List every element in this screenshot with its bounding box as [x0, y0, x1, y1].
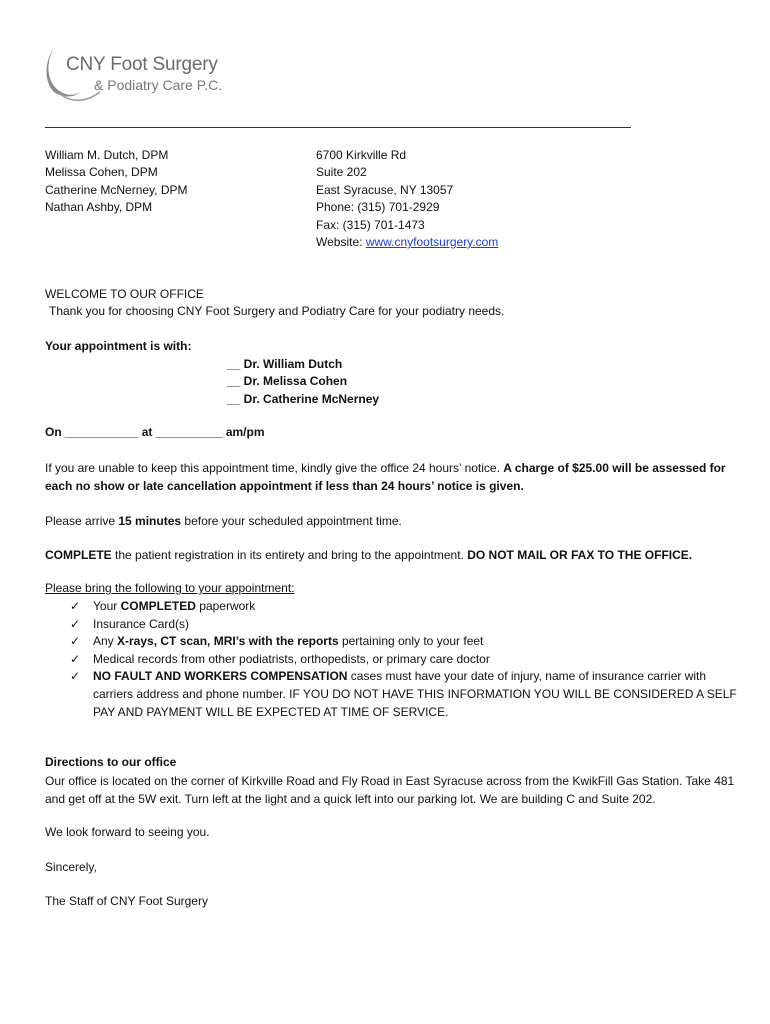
checkmark-icon: ✓: [70, 669, 81, 684]
item-text: pertaining only to your feet: [338, 634, 484, 649]
practice-logo: [44, 44, 234, 122]
cancellation-text: If you are unable to keep this appointment time, kindly give the office 24 hours’ notice.: [45, 461, 504, 475]
welcome-heading: WELCOME TO OUR OFFICE: [45, 287, 204, 301]
doctor-name: Melissa Cohen, DPM: [45, 165, 158, 180]
item-text: paperwork: [195, 599, 256, 613]
logo-subtitle: & Podiatry Care P.C.: [94, 77, 223, 93]
address-website: [316, 234, 498, 251]
cancellation-policy: [45, 459, 745, 495]
welcome-section: [45, 286, 504, 321]
checkmark-icon: ✓: [70, 634, 81, 649]
item-bold: COMPLETED: [120, 599, 196, 613]
website-label: Website:: [316, 235, 366, 250]
address-phone: Phone: (315) 701-2929: [316, 200, 440, 215]
doctor-option[interactable]: __ Dr. William Dutch: [227, 357, 343, 371]
address-fax: Fax: (315) 701-1473: [316, 217, 425, 232]
address-suite: Suite 202: [316, 165, 367, 180]
doctor-options: [227, 356, 379, 408]
closing-signature: The Staff of CNY Foot Surgery: [45, 894, 208, 908]
doctor-option[interactable]: __ Dr. Catherine McNerney: [227, 391, 380, 406]
doctor-list: [45, 147, 188, 217]
arrive-pre: Please arrive: [45, 514, 119, 528]
address-street: 6700 Kirkville Rd: [316, 148, 407, 162]
arrive-post: before your scheduled appointment time.: [181, 514, 402, 528]
item-bold: NO FAULT AND WORKERS COMPENSATION: [93, 669, 348, 684]
closing-forward: We look forward to seeing you.: [45, 825, 210, 839]
item-text: Insurance Card(s): [93, 616, 190, 631]
logo-title: CNY Foot Surgery: [66, 54, 218, 75]
website-link[interactable]: www.cnyfootsurgery.com: [365, 235, 499, 250]
list-item: [70, 633, 740, 651]
arrival-instruction: [45, 512, 745, 530]
directions-heading: Directions to our office: [45, 755, 177, 769]
item-text: Any: [93, 634, 118, 649]
item-text: Medical records from other podiatrists, orthopedists, or primary care doctor: [93, 651, 490, 666]
complete-word: COMPLETE: [45, 548, 112, 562]
list-item: [70, 651, 740, 669]
closing-sincerely: Sincerely,: [45, 860, 97, 874]
registration-instruction: [45, 546, 745, 564]
appointment-label: Your appointment is with:: [45, 339, 192, 353]
doctor-name: Catherine McNerney, DPM: [45, 182, 188, 197]
cancellation-charge: A charge of $25.00 will be assessed for each no show or late cancellation appointment if less than 24 hours’ notice is given.: [45, 461, 726, 493]
checkmark-icon: ✓: [70, 651, 81, 666]
appointment-date-time-line[interactable]: On ___________ at __________ am/pm: [45, 425, 265, 439]
checkmark-icon: ✓: [70, 616, 81, 631]
directions-text: Our office is located on the corner of Kirkville Road and Fly Road in East Syracuse across from the KwikFill Gas Station. Take 481 and get off at the 5W exit. Turn left at the light and a quick left into our parking lot. We are building C and Suite 202.: [45, 774, 735, 806]
header-divider: [45, 127, 631, 128]
checkmark-icon: ✓: [70, 599, 81, 613]
doctor-option[interactable]: __ Dr. Melissa Cohen: [227, 374, 348, 389]
welcome-thanks: Thank you for choosing CNY Foot Surgery and Podiatry Care for your podiatry needs.: [49, 304, 505, 319]
do-not-mail-warning: DO NOT MAIL OR FAX TO THE OFFICE.: [467, 548, 693, 562]
doctor-name: Nathan Ashby, DPM: [45, 200, 153, 215]
complete-mid: the patient registration in its entirety and bring to the appointment.: [111, 548, 468, 562]
item-bold: X-rays, CT scan, MRI’s with the reports: [117, 634, 339, 649]
list-item: [70, 598, 740, 616]
arrive-minutes: 15 minutes: [118, 514, 182, 528]
list-item: [70, 616, 740, 634]
doctor-name: William M. Dutch, DPM: [45, 148, 169, 162]
address-city: East Syracuse, NY 13057: [316, 182, 454, 197]
list-item: [70, 668, 740, 721]
bring-heading: Please bring the following to your appointment:: [45, 581, 295, 595]
item-text: cases must have your date of injury, name of insurance carrier with carriers address and phone number. IF YOU DO NOT HAVE THIS INFORMATION YOU WILL BE CONSIDERED A SELF PAY AND PAYMENT WILL BE EXPECTED AT TIME OF SERVICE.: [93, 669, 737, 719]
address-block: [316, 147, 498, 251]
bring-checklist: [70, 598, 740, 721]
item-text: Your: [93, 599, 121, 613]
